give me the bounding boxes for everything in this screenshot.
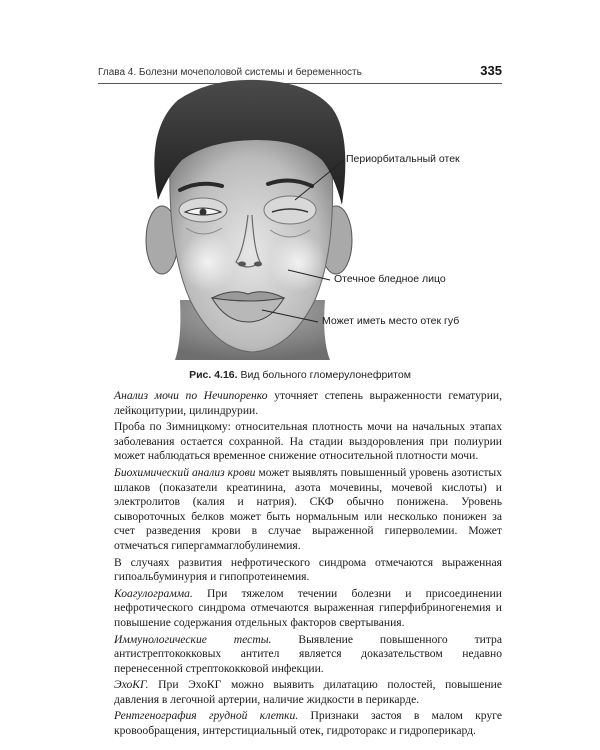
caption-text: Вид больного гломерулонефритом <box>240 369 411 381</box>
term-echocg: ЭхоКГ. <box>114 678 149 692</box>
term-xray: Рентгенография грудной клетки. <box>114 709 299 723</box>
callout-pale-puffy-face: Отечное бледное лицо <box>334 273 446 285</box>
paragraph-xray: Рентгенография грудной клетки. Признаки застоя в малом круге кровообращения, интерстициальный отек, гидроторакс и гидроперикард. <box>114 709 502 738</box>
caption-number: Рис. 4.16. <box>189 369 238 381</box>
paragraph-zimnitsky: Проба по Зимницкому: относительная плотность мочи на начальных этапах заболевания остается сохранной. На стадии выздоровления при полиурии может наблюдаться временное снижение относительной плотности мочи. <box>114 420 502 463</box>
callout-lip-edema: Может иметь место отек губ <box>322 315 460 327</box>
term-nechiporenko: Анализ мочи по Нечипоренко <box>114 389 268 402</box>
figure-face-illustration <box>0 0 600 370</box>
chapter-title: Глава 4. Болезни мочеполовой системы и беременность <box>98 67 362 78</box>
face-drawing <box>0 0 600 370</box>
paragraph-echocg: ЭхоКГ. При ЭхоКГ можно выявить дилатацию полостей, повышение давления в легочной артерии, наличие жидкости в перикарде. <box>114 678 502 706</box>
body-text <box>114 389 502 741</box>
paragraph-urinalysis: Анализ мочи по Нечипоренко уточняет степень выраженности гематурии, лейкоцитурии, цилиндрурии. <box>114 389 503 417</box>
paragraph-nephrotic: В случаях развития нефротического синдрома отмечаются выраженная гипоальбуминурия и гипопротеинемия. <box>114 555 502 584</box>
paragraph-biochemistry: Биохимический анализ крови может выявлять повышенный уровень азотистых шлаков (показатели креатинина, азота мочевины, мочевой кислоты) и электролитов (калия и натрия). СКФ обычно понижена. Уровень сывороточных белков может быть нормальным или несколько понижен за счет разведения крови в случае выраженной гиперволемии. Может отмечаться гипергаммаглобулинемия. <box>114 465 502 552</box>
callout-periorbital-edema: Периорбитальный отек <box>346 153 460 165</box>
term-coagulogram: Коагулограмма. <box>114 586 193 600</box>
figure-caption <box>0 369 600 381</box>
term-immunology: Иммунологические тесты. <box>114 632 272 646</box>
term-biochemistry: Биохимический анализ крови <box>114 465 256 479</box>
page-number: 335 <box>480 63 502 78</box>
paragraph-immunology: Иммунологические тесты. Выявление повышенного титра антистрептококковых антител является доказательством недавно перенесенной стрептококковой инфекции. <box>114 632 502 675</box>
paragraph-coagulogram: Коагулограмма. При тяжелом течении болезни и присоединении нефротического синдрома отмечаются выраженная гиперфибриногенемия и повышение содержания отдельных факторов свертывания. <box>114 586 502 629</box>
